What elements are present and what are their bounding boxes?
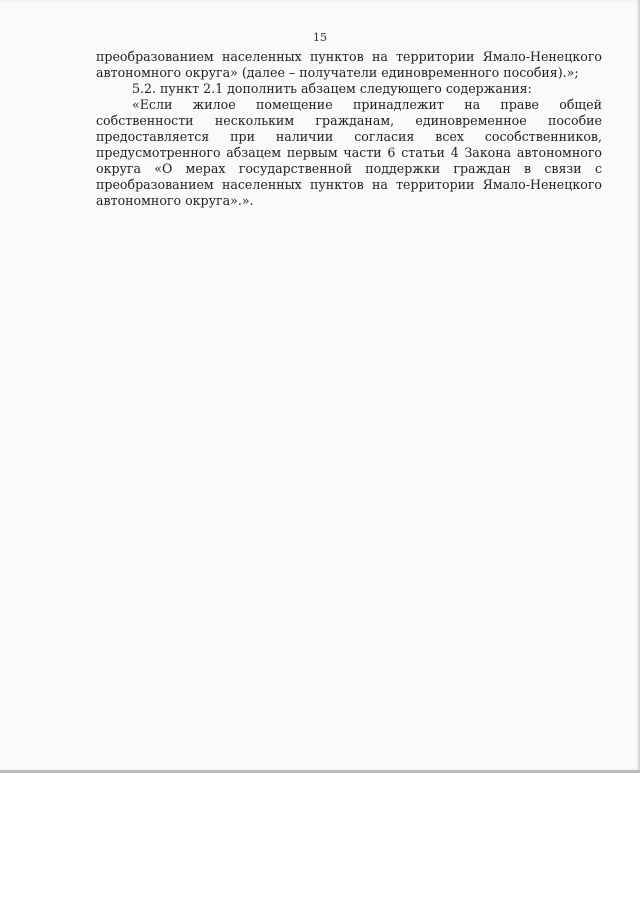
- paragraph-clause-5-2: 5.2. пункт 2.1 дополнить абзацем следующего содержания:: [132, 81, 532, 96]
- paragraph-quoted-addition: «Если жилое помещение принадлежит на праве общей собственности нескольким гражданам, единовременное пособие предоставляется при наличии согласия всех сособственников, предусмотренного абзацем первым части 6 статьи 4 Закона автономного округа «О мерах государственной поддержки граждан в связи с преобразованием населенных пунктов на территории Ямало-Ненецкого автономного округа».».: [96, 97, 602, 208]
- page-number: 15: [313, 31, 327, 44]
- blank-margin-area: [0, 773, 640, 905]
- paragraph-continuation: преобразованием населенных пунктов на территории Ямало-Ненецкого автономного округа» (далее – получатели единовременного пособия).»;: [96, 49, 602, 80]
- document-body: [96, 49, 602, 209]
